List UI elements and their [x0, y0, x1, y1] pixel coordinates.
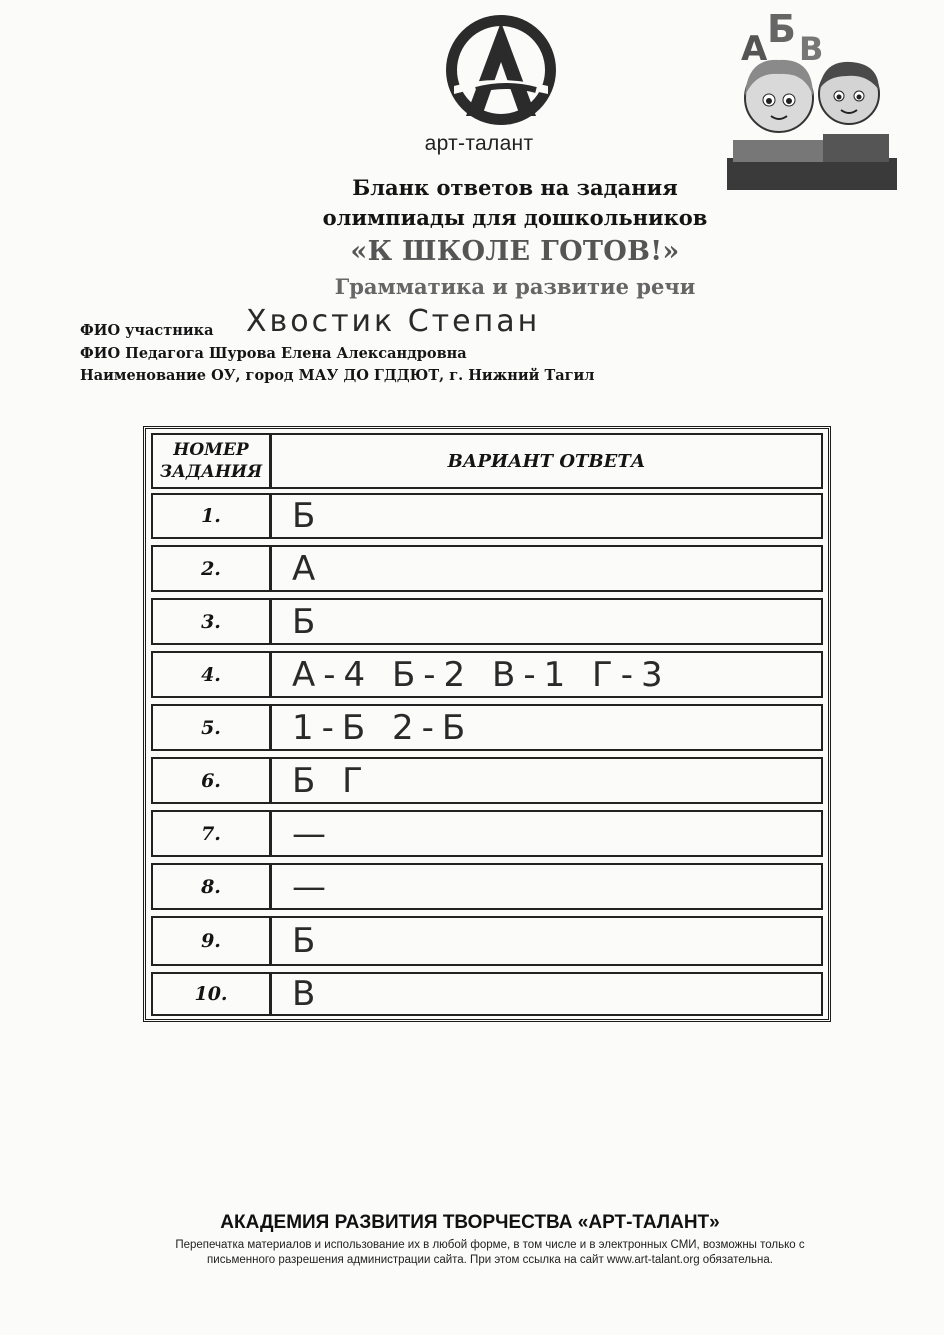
svg-text:А: А [741, 29, 768, 69]
header-number-line2: ЗАДАНИЯ [159, 462, 263, 482]
answers-table [143, 426, 831, 1022]
task-number: 7. [153, 812, 272, 855]
task-number: 9. [153, 918, 272, 964]
table-row [151, 545, 823, 592]
footer-note-line1: Перепечатка материалов и использование их в любой форме, в том числе и в электронных СМИ, возможны только с [175, 1239, 805, 1251]
art-talant-logo [436, 8, 566, 130]
footer-title: АКАДЕМИЯ РАЗВИТИЯ ТВОРЧЕСТВА «АРТ-ТАЛАНТ» [220, 1212, 720, 1233]
subject-name: Грамматика и развитие речи [334, 274, 696, 299]
task-number: 2. [153, 547, 272, 590]
answer-cell[interactable] [272, 600, 821, 643]
logo-text: арт-талант [424, 132, 534, 155]
answer-cell[interactable] [272, 706, 821, 749]
answer-cell[interactable] [272, 918, 821, 964]
table-row [151, 810, 823, 857]
table-row [151, 757, 823, 804]
answer-handwritten: — [292, 813, 334, 854]
answer-cell[interactable] [272, 653, 821, 696]
teacher-info: ФИО Педагога Шурова Елена Александровна [80, 345, 467, 362]
answer-cell[interactable] [272, 974, 821, 1014]
answer-cell[interactable] [272, 759, 821, 802]
table-row [151, 972, 823, 1016]
answer-handwritten: В [292, 974, 324, 1014]
table-row [151, 651, 823, 698]
table-row [151, 863, 823, 910]
answer-handwritten: — [292, 866, 334, 907]
answer-handwritten: Б Г [292, 760, 371, 801]
participant-label: ФИО участника [80, 322, 214, 339]
table-row [151, 916, 823, 966]
answer-handwritten: Б [292, 921, 324, 961]
table-row [151, 493, 823, 539]
header-number-line1: НОМЕР [173, 440, 249, 460]
header-answer-cell [272, 435, 821, 487]
children-illustration [727, 8, 897, 190]
table-header-row [151, 433, 823, 489]
answer-cell[interactable] [272, 547, 821, 590]
sheet-title-line2: олимпиады для дошкольников [322, 205, 708, 230]
answer-handwritten: А [292, 548, 324, 589]
task-number: 5. [153, 706, 272, 749]
table-row [151, 704, 823, 751]
task-number: 8. [153, 865, 272, 908]
svg-text:В: В [799, 30, 824, 68]
header-answer-label: ВАРИАНТ ОТВЕТА [447, 450, 646, 472]
answer-handwritten: 1-Б 2-Б [292, 707, 474, 748]
sheet-title-line1: Бланк ответов на задания [352, 175, 678, 200]
task-number: 4. [153, 653, 272, 696]
table-row [151, 598, 823, 645]
task-number: 10. [153, 974, 272, 1014]
svg-text:Б: Б [767, 8, 796, 51]
answer-cell[interactable] [272, 495, 821, 537]
task-number: 3. [153, 600, 272, 643]
task-number: 1. [153, 495, 272, 537]
answer-handwritten: Б [292, 601, 324, 642]
header-number-cell [153, 435, 272, 487]
footer-note-line2: письменного разрешения администрации сайта. При этом ссылка на сайт www.art-talant.org обязательна. [207, 1254, 773, 1266]
answer-handwritten: Б [292, 496, 324, 536]
task-number: 6. [153, 759, 272, 802]
participant-name: Хвостик Степан [246, 304, 541, 339]
answer-cell[interactable] [272, 812, 821, 855]
answer-handwritten: А-4 Б-2 В-1 Г-3 [292, 654, 671, 695]
footer-copyright-note [110, 1238, 870, 1268]
olympiad-name: «К ШКОЛЕ ГОТОВ!» [350, 236, 680, 267]
answer-cell[interactable] [272, 865, 821, 908]
school-info: Наименование ОУ, город МАУ ДО ГДДЮТ, г. Нижний Тагил [80, 367, 595, 384]
